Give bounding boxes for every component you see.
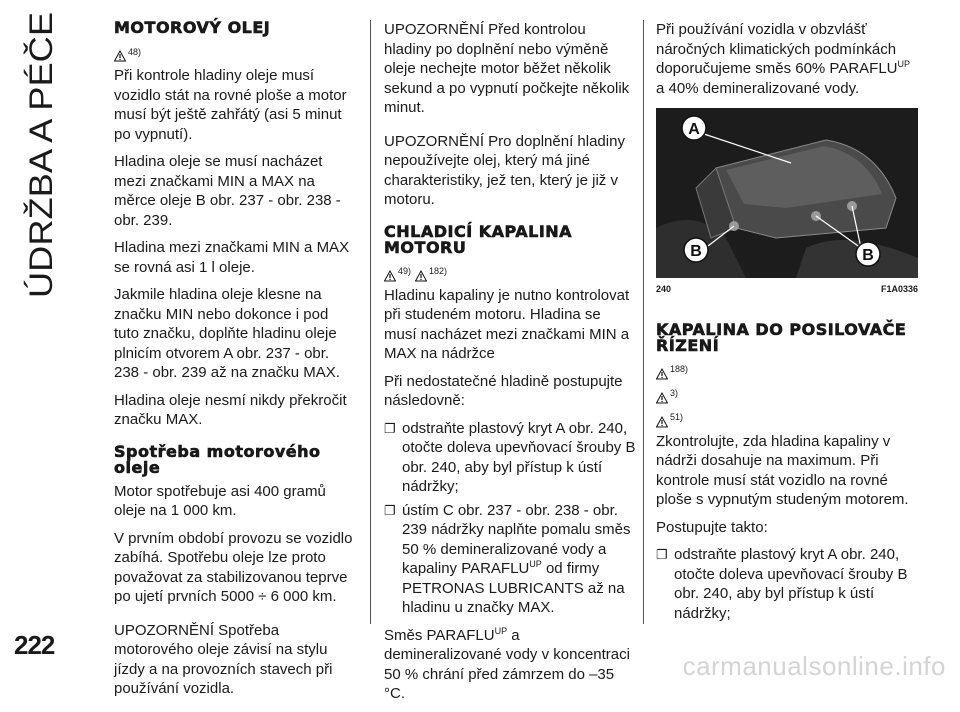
note-paragraph: UPOZORNĚNÍ Spotřeba motorového oleje závisí na stylu jízdy a na provozních stavech při používání vozidla. [114, 621, 333, 697]
reference-row [656, 408, 918, 428]
warning-triangle-icon [656, 416, 668, 428]
checkbox-bullet-icon: ❐ [656, 547, 668, 562]
paragraph: Hladina oleje nesmí nikdy překročit značku MAX. [114, 391, 347, 428]
reference-row [114, 42, 354, 62]
column-divider [370, 20, 371, 624]
reference-number: 3) [670, 388, 679, 398]
heading-engine-coolant: CHLADICÍ KAPALINA MOTORU [384, 221, 573, 257]
paragraph: V prvním období provozu se vozidlo zabíhá. Spotřebu oleje lze proto považovat za stabilizovanou teprve po ujetí prvních 5000 ÷ 6 000 km. [114, 529, 353, 605]
figure-caption [656, 280, 918, 300]
side-section-title [8, 10, 64, 300]
heading-engine-oil: MOTOROVÝ OLEJ [114, 18, 271, 37]
figure-code: F1A0336 [880, 284, 918, 294]
warning-triangle-icon [415, 270, 427, 282]
list-item: ❐ ústím C obr. 237 - obr. 238 - obr. 239 nádržky naplňte pomalu směs 50 % demineralizované vody a kapaliny $PARAFLU^{UP}$ od firmy PETRONAS LUBRICANTS až na hladinu u značky MAX. [384, 501, 631, 616]
list-item: ❐ odstraňte plastový kryt A obr. 240, otočte doleva upevňovací šrouby B obr. 240, aby byl přístup k ústí nádržky; [656, 546, 908, 622]
reference-number: 48) [128, 46, 142, 57]
note-paragraph: UPOZORNĚNÍ Před kontrolou hladiny po doplnění nebo výměně oleje nechejte motor běžet několik sekund a po vypnutí počkejte několik minut. [384, 21, 630, 116]
reference-row [384, 262, 636, 282]
reference-number: 188) [670, 364, 689, 374]
reference-row [656, 360, 918, 380]
column-1 [114, 20, 354, 707]
paragraph: Motor spotřebuje asi 400 gramů oleje na 1 000 km. [114, 482, 326, 519]
paragraph: Postupujte takto: [656, 518, 768, 536]
warning-triangle-icon [656, 392, 668, 404]
column-3 [656, 20, 918, 631]
side-title-text: ÚDRŽBA A PÉČE [23, 45, 59, 298]
paragraph: Hladina mezi značkami MIN a MAX se rovná asi 1 l oleje. [114, 239, 350, 276]
warning-triangle-icon [384, 270, 396, 282]
engine-bay-illustration [656, 108, 918, 278]
paragraph: Při kontrole hladiny oleje musí vozidlo stát na rovné ploše a motor musí být ještě zahřátý (asi 5 minut po vypnutí). [114, 67, 347, 143]
reference-number: 49) [398, 266, 412, 276]
paragraph: Při používání vozidla v obzvlášť náročných klimatických podmínkách doporučujeme směs 60% $PARAFLU^{UP}$ a 40% demineralizované vody. [656, 21, 911, 97]
paragraph: Hladinu kapaliny je nutno kontrolovat při studeném motoru. Hladina se musí nacházet mezi značkami MIN a MAX na nádržce [384, 286, 630, 362]
paragraph: Směs $PARAFLU^{UP}$ a demineralizované vody v koncentraci 50 % chrání před zámrzem do –35 °C. [384, 625, 630, 702]
reference-row [656, 384, 918, 404]
reference-number: 182) [429, 266, 448, 276]
column-2 [384, 20, 636, 712]
warning-triangle-icon [656, 368, 668, 380]
instruction-list [384, 419, 636, 618]
note-paragraph: UPOZORNĚNÍ Pro doplnění hladiny nepoužívejte olej, který má jiné charakteristiky, jež ten, který je již v motoru. [384, 132, 625, 208]
heading-oil-consumption: Spotřeba motorového oleje [114, 441, 321, 477]
paragraph: Jakmile hladina oleje klesne na značku MIN nebo dokonce i pod tuto značku, doplňte hladinu oleje plnicím otvorem A obr. 237 - obr. 238 - obr. 239 až na značku MAX. [114, 286, 340, 381]
warning-triangle-icon [114, 50, 126, 62]
paragraph: Při nedostatečné hladině postupujte následovně: [384, 372, 623, 409]
figure-number: 240 [656, 284, 672, 294]
checkbox-bullet-icon: ❐ [384, 420, 396, 436]
instruction-list [656, 545, 918, 623]
paragraph: Hladina oleje se musí nacházet mezi značkami MIN a MAX na měrce oleje B obr. 237 - obr. 238 - obr. 239. [114, 153, 341, 229]
paragraph: Zkontrolujte, zda hladina kapaliny v nádrži dosahuje na maximum. Při kontrole musí stát vozidlo na rovné ploše s vypnutým studeným motorem. [656, 432, 909, 508]
figure-label-b: B [862, 247, 874, 264]
reference-number: 51) [670, 412, 684, 422]
checkbox-bullet-icon: ❐ [384, 502, 396, 518]
watermark: carmanualsonline.info [682, 651, 946, 681]
heading-power-steering-fluid: KAPALINA DO POSILOVAČE ŘÍZENÍ [656, 319, 907, 355]
figure-label-b: B [690, 243, 702, 260]
list-item: ❐ odstraňte plastový kryt A obr. 240, otočte doleva upevňovací šrouby B obr. 240, aby byl přístup k ústí nádržky; [384, 419, 636, 495]
column-divider [643, 20, 644, 624]
figure-240-engine-cover [656, 108, 918, 278]
page-number: 222 [14, 630, 55, 660]
figure-label-a: A [688, 121, 700, 138]
